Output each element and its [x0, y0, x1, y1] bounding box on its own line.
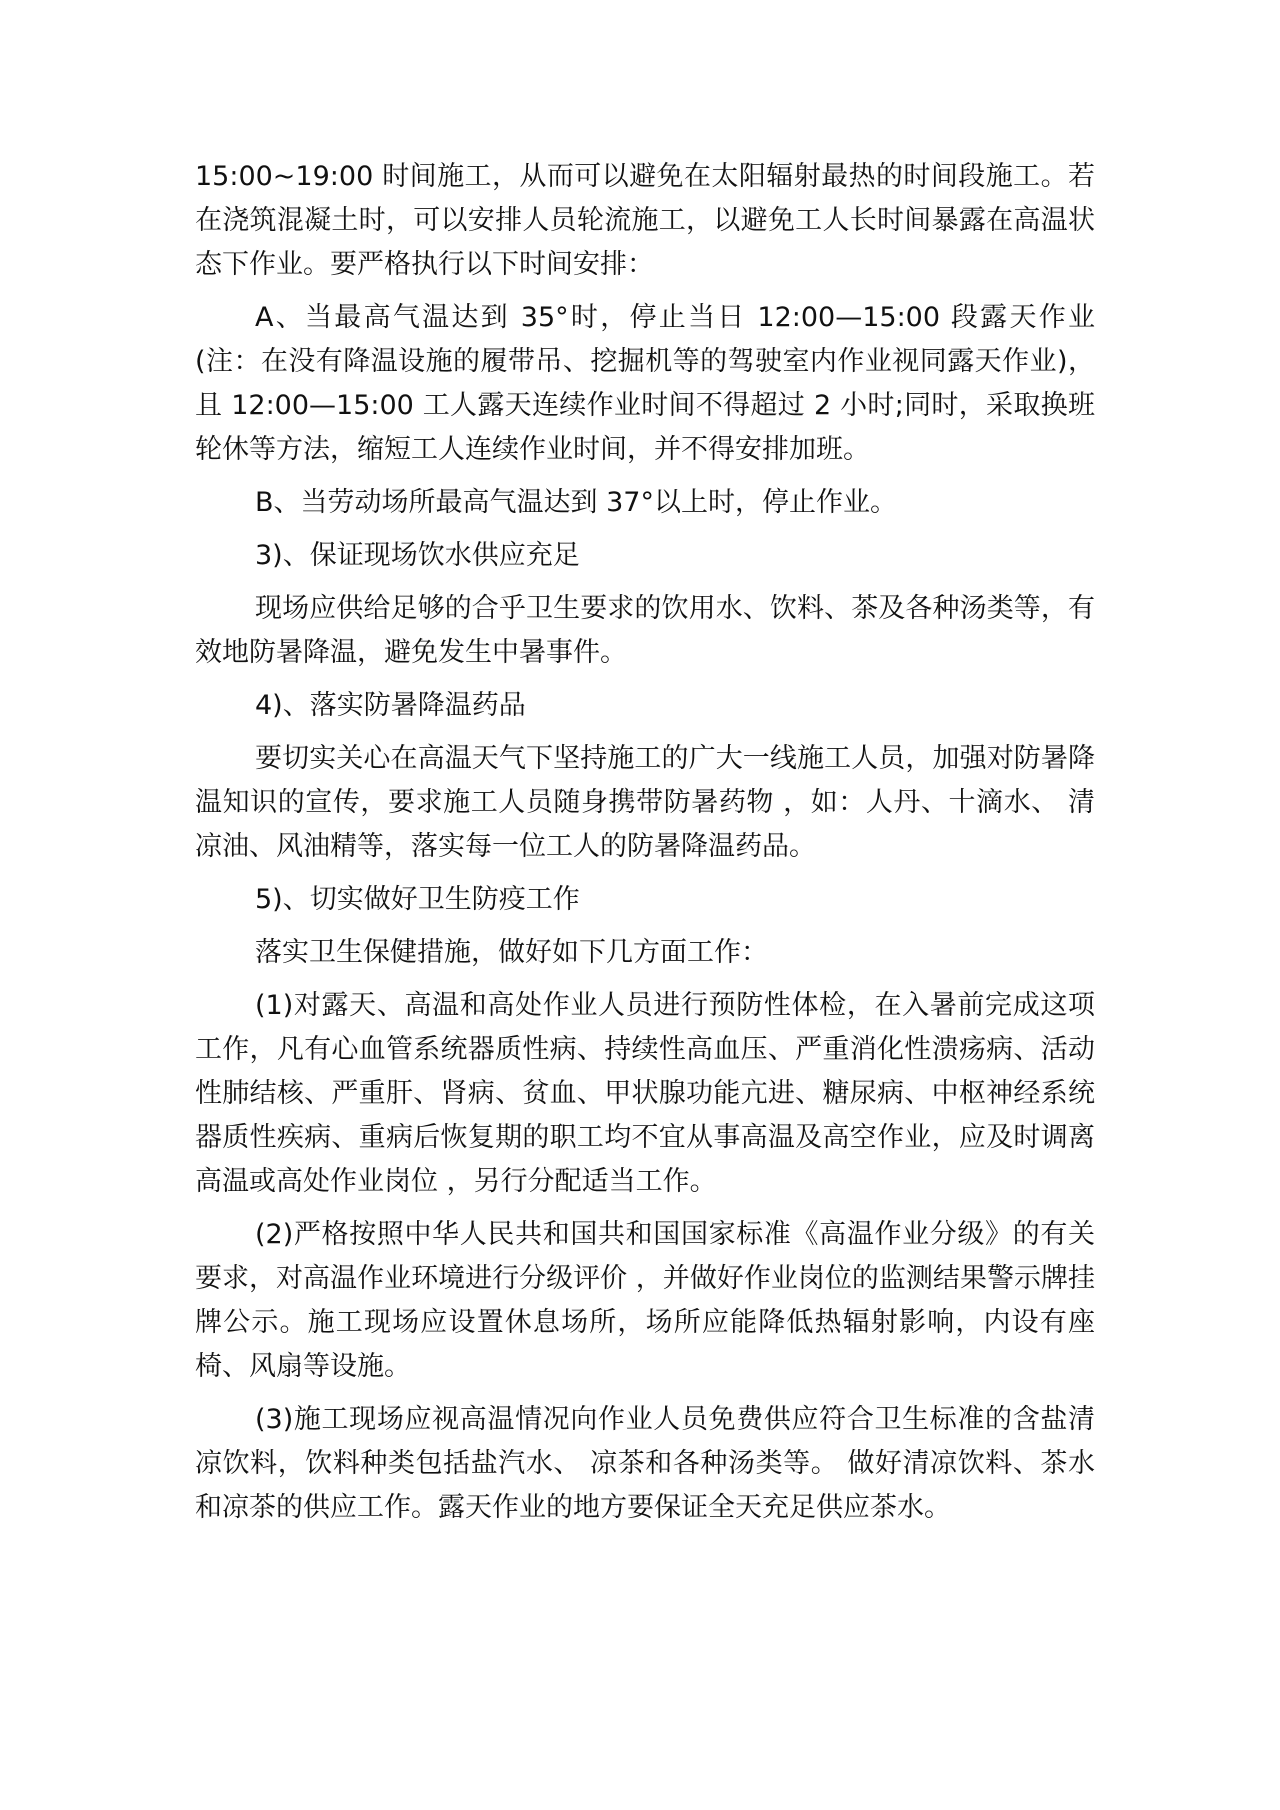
heading-drinking-water: 3)、保证现场饮水供应充足: [255, 540, 580, 571]
paragraph-drinking-water: 现场应供给足够的合乎卫生要求的饮用水、饮料、茶及各种汤类等，有效地防暑降温，避免发生中暑事件。: [195, 593, 1095, 668]
paragraph-item-2: (2)严格按照中华人民共和国共和国国家标准《高温作业分级》的有关要求，对高温作业环境进行分级评价 ，并做好作业岗位的监测结果警示牌挂牌公示。施工现场应设置休息场所，场所应能降低热辐射影响，内设有座椅、风扇等设施。: [195, 1219, 1095, 1382]
paragraph-item-1: (1)对露天、高温和高处作业人员进行预防性体检，在入暑前完成这项工作，凡有心血管系统器质性病、持续性高血压、严重消化性溃疡病、活动性肺结核、严重肝、肾病、贫血、甲状腺功能亢进、糖尿病、中枢神经系统器质性疾病、重病后恢复期的职工均不宜从事高温及高空作业，应及时调离高温或高处作业岗位 ，另行分配适当工作。: [195, 990, 1095, 1197]
heading-medicine: 4)、落实防暑降温药品: [255, 690, 526, 721]
paragraph-medicine: 要切实关心在高温天气下坚持施工的广大一线施工人员，加强对防暑降温知识的宣传，要求施工人员随身携带防暑药物 ，如：人丹、十滴水、 清凉油、风油精等，落实每一位工人的防暑降温药品。: [195, 743, 1095, 862]
heading-hygiene: 5)、切实做好卫生防疫工作: [255, 884, 580, 915]
paragraph-hygiene-intro: 落实卫生保健措施，做好如下几方面工作：: [255, 937, 768, 968]
paragraph-construction-time: 15:00~19:00 时间施工，从而可以避免在太阳辐射最热的时间段施工。若在浇筑混凝土时，可以安排人员轮流施工，以避免工人长时间暴露在高温状态下作业。要严格执行以下时间安排：: [195, 161, 1095, 280]
paragraph-item-3: (3)施工现场应视高温情况向作业人员免费供应符合卫生标准的含盐清凉饮料，饮料种类包括盐汽水、 凉茶和各种汤类等。 做好清凉饮料、茶水和凉茶的供应工作。露天作业的地方要保证全天充足供应茶水。: [195, 1404, 1095, 1523]
document-page: [195, 155, 1095, 1530]
paragraph-rule-b: B、当劳动场所最高气温达到 37°以上时，停止作业。: [255, 487, 897, 518]
paragraph-rule-a: A、当最高气温达到 35°时，停止当日 12:00—15:00 段露天作业(注：在没有降温设施的履带吊、挖掘机等的驾驶室内作业视同露天作业)，且 12:00—15:00 工人露天连续作业时间不得超过 2 小时;同时，采取换班轮休等方法，缩短工人连续作业时间，并不得安排加班。: [195, 302, 1095, 465]
